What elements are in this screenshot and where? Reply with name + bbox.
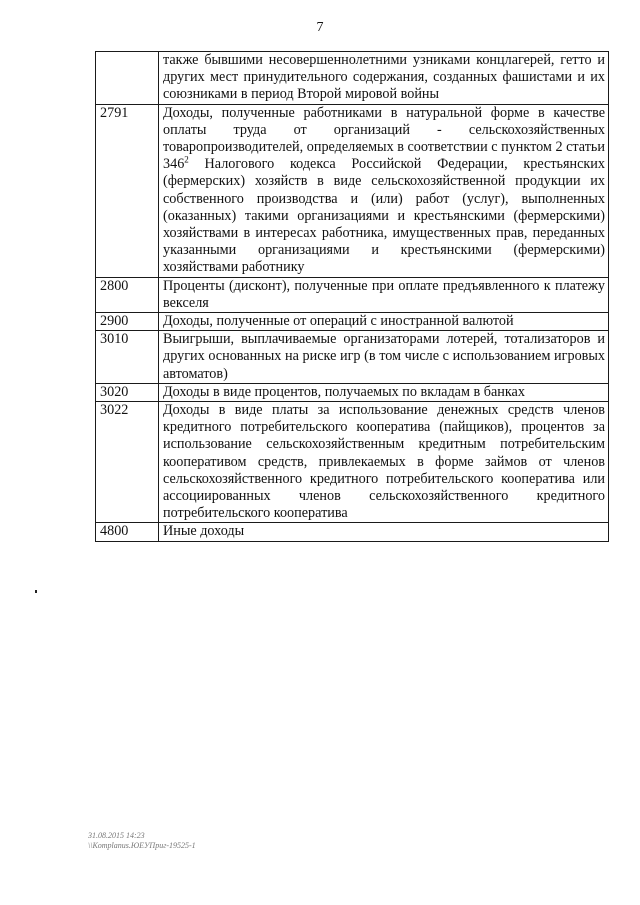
scan-speck bbox=[35, 590, 37, 593]
code-cell: 3010 bbox=[96, 331, 159, 384]
table-row bbox=[96, 104, 609, 277]
description-text-part-1: Доходы, полученные работниками в натуральной форме в качестве оплаты труда от организаций - сельскохозяйственных товаропроизводителей, определяемых в соответствии с пунктом 2 статьи 346 bbox=[163, 104, 605, 173]
footer-timestamp: 31.08.2015 14:23 bbox=[88, 831, 145, 840]
table-row bbox=[96, 523, 609, 541]
description-text bbox=[163, 105, 605, 277]
description-cell bbox=[159, 331, 609, 384]
description-text: Доходы, полученные от операций с иностранной валютой bbox=[163, 313, 514, 330]
footer-file-path: \\Komplanus.ЮЕУПриг-19525-1 bbox=[88, 841, 196, 850]
description-text: Доходы в виде процентов, получаемых по вкладам в банках bbox=[163, 383, 525, 400]
code-cell: 3022 bbox=[96, 402, 159, 523]
description-cell bbox=[159, 523, 609, 541]
description-text: также бывшими несовершеннолетними узниками концлагерей, гетто и других мест принудительного содержания, созданных фашистами и их союзниками в период Второй мировой войны bbox=[163, 52, 605, 103]
description-text: Доходы в виде платы за использование денежных средств членов кредитного потребительского кооператива (пайщиков), процентов за использование сельскохозяйственным кредитным потребительским кооперативом средств, привлекаемых в форме займов от членов сельскохозяйственного кредитного потребительского кооператива или ассоциированных членов сельскохозяйственного кредитного потребительского кооператива bbox=[163, 402, 605, 522]
description-cell bbox=[159, 52, 609, 105]
code-cell: 4800 bbox=[96, 523, 159, 541]
superscript-index: 2 bbox=[184, 154, 189, 165]
table-row bbox=[96, 313, 609, 331]
page-number: 7 bbox=[316, 20, 324, 35]
description-text: Иные доходы bbox=[163, 523, 245, 540]
description-text-part-2: Налогового кодекса Российской Федерации, крестьянских (фермерских) хозяйств в виде сельскохозяйственной продукции их собственного производства и (или) работ (услуг), выполненных (оказанных) такими организациями и крестьянскими (фермерскими) хозяйствами в интересах работника, имущественных прав, переданных указанными организациями и крестьянскими (фермерскими) хозяйствами работнику bbox=[163, 156, 605, 276]
code-cell: 2791 bbox=[96, 104, 159, 277]
description-text: Выигрыши, выплачиваемые организаторами лотерей, тотализаторов и других основанных на риске игр (в том числе с использованием игровых автоматов) bbox=[163, 331, 605, 382]
code-cell: 2800 bbox=[96, 277, 159, 312]
code-cell bbox=[96, 52, 159, 105]
income-codes-table bbox=[95, 51, 609, 542]
table-row bbox=[96, 402, 609, 523]
description-cell bbox=[159, 104, 609, 277]
description-cell bbox=[159, 383, 609, 401]
description-cell bbox=[159, 402, 609, 523]
code-cell: 2900 bbox=[96, 313, 159, 331]
table-row bbox=[96, 52, 609, 105]
table-row bbox=[96, 277, 609, 312]
document-footer bbox=[88, 831, 196, 851]
description-cell bbox=[159, 313, 609, 331]
code-cell: 3020 bbox=[96, 383, 159, 401]
table-row bbox=[96, 331, 609, 384]
table-row bbox=[96, 383, 609, 401]
description-text: Проценты (дисконт), полученные при оплате предъявленного к платежу векселя bbox=[163, 277, 605, 311]
description-cell bbox=[159, 277, 609, 312]
